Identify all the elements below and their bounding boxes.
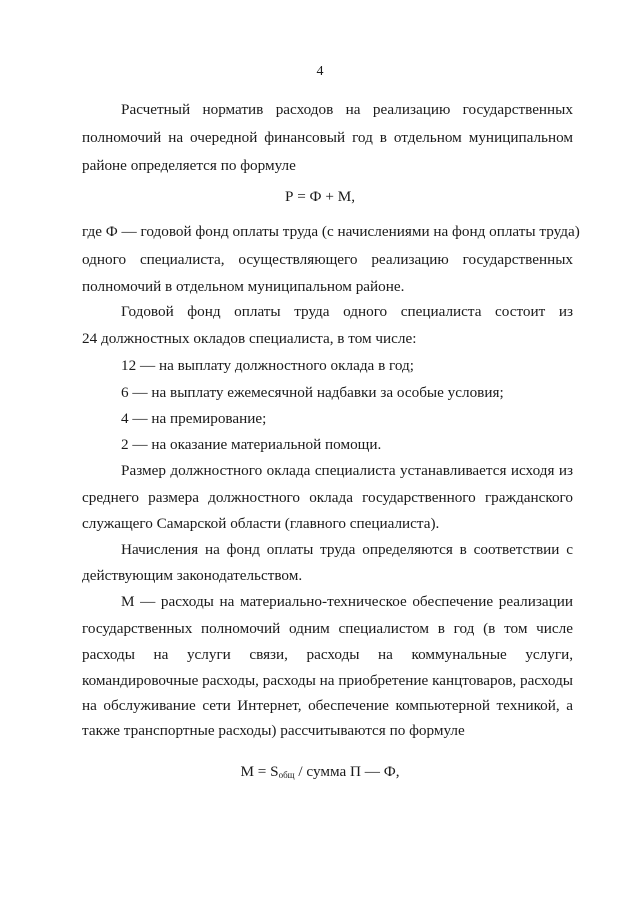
formula-m-subscript: общ — [278, 770, 295, 780]
paragraph-line: действующим законодательством. — [82, 567, 303, 584]
paragraph-line: на обслуживание сети Интернет, обеспечение компьютерной техникой, а — [82, 697, 573, 714]
paragraph-line: полномочий на очередной финансовый год в отдельном муниципальном — [82, 129, 573, 146]
paragraph-line: государственных полномочий одним специалистом в год (в том числе — [82, 620, 573, 637]
formula-m-rhs: / сумма П — Ф, — [294, 763, 400, 780]
paragraph-line: Расчетный норматив расходов на реализацию государственных — [121, 101, 573, 118]
paragraph-line: Начисления на фонд оплаты труда определяются в соответствии с — [121, 541, 573, 558]
paragraph-line: полномочий в отдельном муниципальном районе. — [82, 278, 405, 295]
paragraph-line: одного специалиста, осуществляющего реализацию государственных — [82, 251, 573, 268]
paragraph-line: служащего Самарской области (главного специалиста). — [82, 515, 440, 532]
paragraph-line: М — расходы на материально-техническое обеспечение реализации — [121, 593, 573, 610]
paragraph-line: расходы на услуги связи, расходы на коммунальные услуги, — [82, 646, 573, 663]
paragraph-line: где Ф — годовой фонд оплаты труда (с начислениями на фонд оплаты труда) — [82, 223, 580, 240]
formula-m-lhs: М = S — [240, 763, 279, 780]
page-number: 4 — [316, 64, 324, 79]
formula-p: Р = Ф + М, — [284, 188, 356, 205]
formula-m — [0, 762, 640, 782]
paragraph-line: районе определяется по формуле — [82, 157, 296, 174]
list-item: 12 — на выплату должностного оклада в год; — [121, 357, 415, 374]
paragraph-line: Размер должностного оклада специалиста устанавливается исходя из — [121, 462, 573, 479]
list-item: 6 — на выплату ежемесячной надбавки за особые условия; — [121, 384, 504, 401]
paragraph-line: среднего размера должностного оклада государственного гражданского — [82, 489, 573, 506]
list-item: 4 — на премирование; — [121, 410, 267, 427]
list-item: 2 — на оказание материальной помощи. — [121, 436, 382, 453]
paragraph-line: командировочные расходы, расходы на приобретение канцтоваров, расходы — [82, 672, 573, 689]
paragraph-line: также транспортные расходы) рассчитываются по формуле — [82, 722, 465, 739]
paragraph-line: Годовой фонд оплаты труда одного специалиста состоит из — [121, 303, 573, 320]
paragraph-line: 24 должностных окладов специалиста, в том числе: — [82, 330, 417, 347]
